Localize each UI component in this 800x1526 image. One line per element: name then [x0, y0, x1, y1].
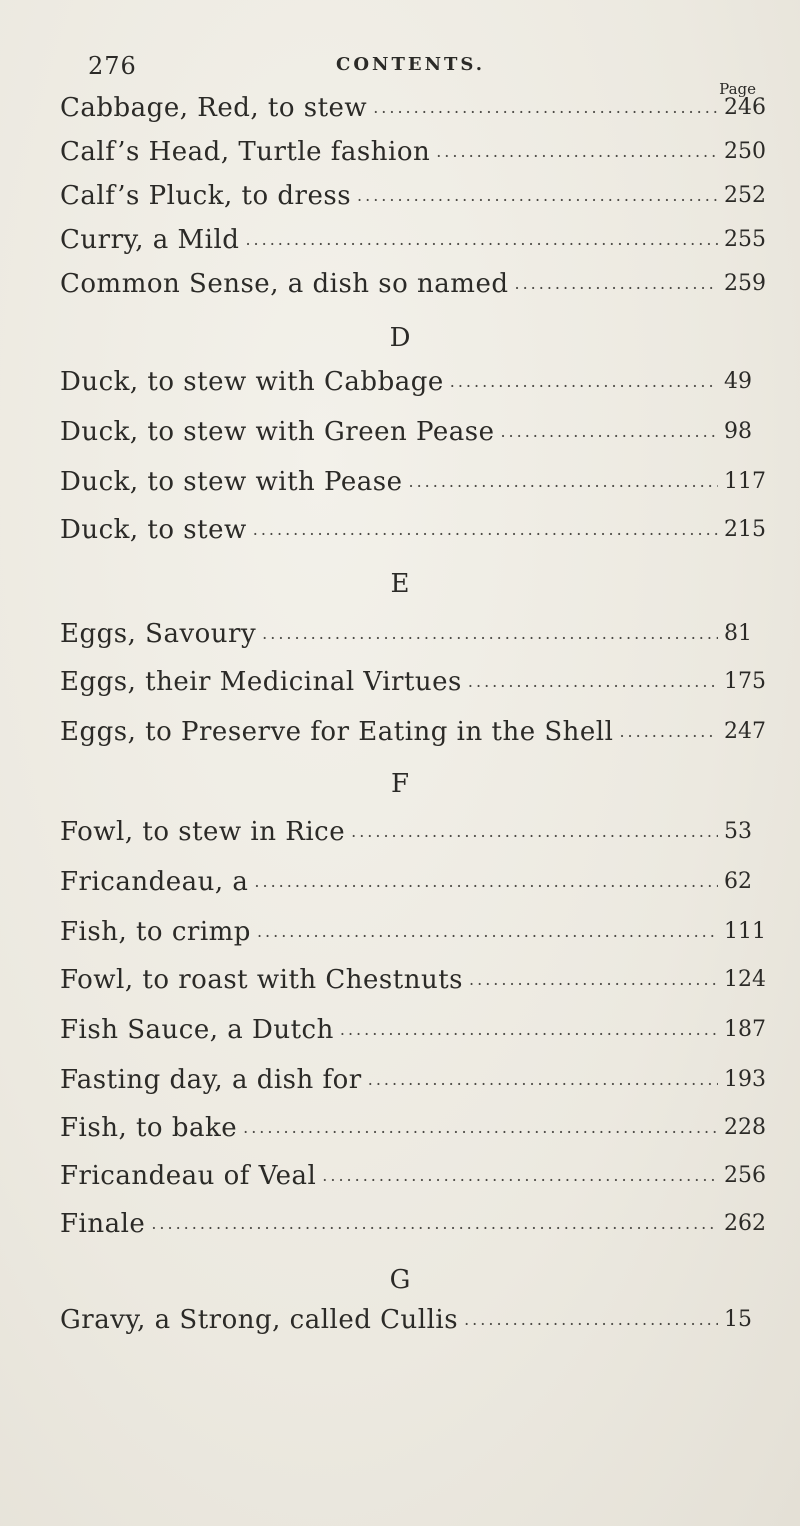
contents-entry	[60, 1156, 788, 1196]
entry-title: Gravy, a Strong, called Cullis	[60, 1305, 459, 1335]
contents-entry	[60, 662, 788, 702]
entry-page: 124	[724, 967, 766, 992]
entry-page: 256	[724, 1163, 766, 1188]
entry-page: 193	[724, 1067, 766, 1092]
dot-leader	[408, 462, 718, 502]
entry-title: Eggs, to Preserve for Eating in the Shell	[60, 717, 614, 747]
dot-leader	[151, 1204, 718, 1244]
page-number: 276	[88, 52, 137, 80]
entry-title: Duck, to stew	[60, 515, 247, 545]
dot-leader	[619, 712, 718, 752]
contents-entry	[60, 1060, 788, 1100]
contents-entry	[60, 712, 788, 752]
entry-page: 49	[724, 369, 752, 394]
contents-entry	[60, 912, 788, 952]
entry-title: Common Sense, a dish so named	[60, 269, 509, 299]
entry-page: 215	[724, 517, 766, 542]
dot-leader	[464, 1300, 718, 1340]
entry-title: Fowl, to stew in Rice	[60, 817, 346, 847]
dot-leader	[245, 220, 718, 260]
entry-page: 15	[724, 1307, 752, 1332]
entry-title: Cabbage, Red, to stew	[60, 93, 368, 123]
entry-page: 117	[724, 469, 766, 494]
contents-entry	[60, 462, 788, 502]
entry-page: 262	[724, 1211, 766, 1236]
contents-entry	[60, 264, 788, 304]
contents-entry	[60, 1300, 788, 1340]
dot-leader	[254, 862, 718, 902]
dot-leader	[322, 1156, 718, 1196]
contents-entry	[60, 88, 788, 128]
entry-title: Eggs, Savoury	[60, 619, 257, 649]
section-letter-d: D	[389, 323, 411, 353]
contents-entry	[60, 412, 788, 452]
contents-entry	[60, 960, 788, 1000]
dot-leader	[357, 176, 718, 216]
contents-entry	[60, 362, 788, 402]
dot-leader	[469, 960, 718, 1000]
dot-leader	[257, 912, 718, 952]
contents-entry	[60, 614, 788, 654]
entry-page: 246	[724, 95, 766, 120]
dot-leader	[253, 510, 718, 550]
dot-leader	[500, 412, 718, 452]
contents-entry	[60, 1108, 788, 1148]
entry-title: Fowl, to roast with Chestnuts	[60, 965, 464, 995]
entry-page: 247	[724, 719, 766, 744]
entry-title: Duck, to stew with Pease	[60, 467, 403, 497]
dot-leader	[243, 1108, 718, 1148]
entry-title: Fricandeau of Veal	[60, 1161, 317, 1191]
entry-page: 250	[724, 139, 766, 164]
entry-page: 111	[724, 919, 766, 944]
dot-leader	[340, 1010, 718, 1050]
section-letter-g: G	[389, 1265, 411, 1295]
contents-entry	[60, 862, 788, 902]
dot-leader	[450, 362, 718, 402]
entry-title: Finale	[60, 1209, 146, 1239]
page-column-label: Page	[719, 80, 756, 98]
running-head: CONTENTS.	[336, 54, 486, 75]
section-letter-f: F	[390, 769, 410, 799]
contents-entry	[60, 1204, 788, 1244]
dot-leader	[515, 264, 719, 304]
entry-page: 228	[724, 1115, 766, 1140]
entry-title: Calf’s Pluck, to dress	[60, 181, 352, 211]
contents-entry	[60, 132, 788, 172]
entry-title: Fish Sauce, a Dutch	[60, 1015, 334, 1045]
entry-page: 81	[724, 621, 752, 646]
entry-page: 252	[724, 183, 766, 208]
dot-leader	[436, 132, 718, 172]
contents-entry	[60, 1010, 788, 1050]
entry-title: Fasting day, a dish for	[60, 1065, 362, 1095]
dot-leader	[368, 1060, 718, 1100]
entry-page: 255	[724, 227, 766, 252]
dot-leader	[351, 812, 718, 852]
entry-title: Fish, to bake	[60, 1113, 238, 1143]
entry-title: Eggs, their Medicinal Virtues	[60, 667, 462, 697]
dot-leader	[373, 88, 718, 128]
contents-entry	[60, 220, 788, 260]
entry-title: Fish, to crimp	[60, 917, 251, 947]
entry-page: 98	[724, 419, 752, 444]
entry-title: Calf’s Head, Turtle fashion	[60, 137, 431, 167]
entry-page: 259	[724, 271, 766, 296]
entry-title: Fricandeau, a	[60, 867, 249, 897]
entry-page: 187	[724, 1017, 766, 1042]
section-letter-e: E	[390, 569, 410, 599]
entry-page: 53	[724, 819, 752, 844]
entry-title: Curry, a Mild	[60, 225, 240, 255]
contents-entry	[60, 510, 788, 550]
entry-page: 175	[724, 669, 766, 694]
contents-entry	[60, 176, 788, 216]
dot-leader	[468, 662, 718, 702]
entry-title: Duck, to stew with Cabbage	[60, 367, 444, 397]
entry-title: Duck, to stew with Green Pease	[60, 417, 495, 447]
entry-page: 62	[724, 869, 752, 894]
dot-leader	[262, 614, 718, 654]
contents-entry	[60, 812, 788, 852]
